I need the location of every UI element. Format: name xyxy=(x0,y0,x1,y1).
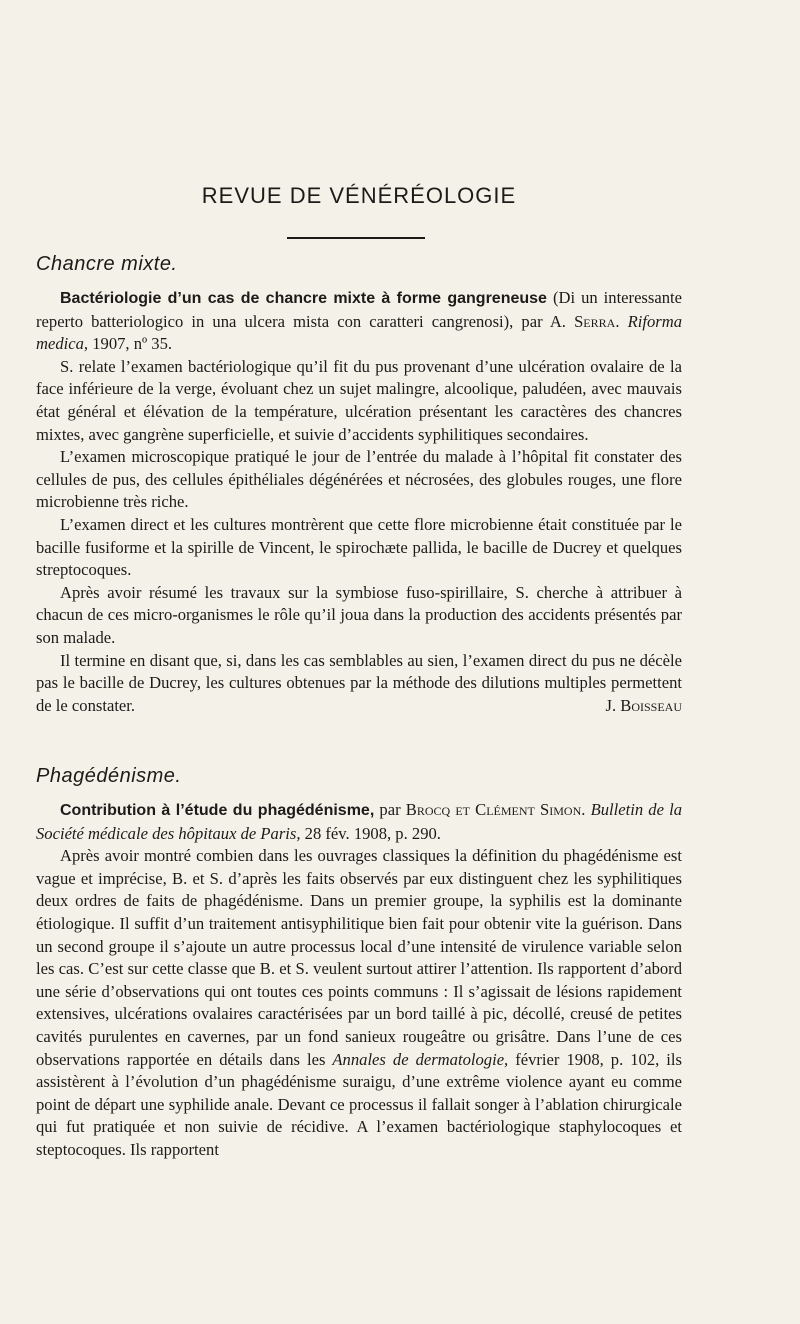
paragraph: S. relate l’examen bactériologique qu’il fit du pus provenant d’une ulcération ovalaire de la face inférieure de la verge, évoluant chez un sujet malingre, alcoolique, paludéen, avec mauvais état général et élévation de la température, ulcération présentant les caractères des chancres mixtes, avec gangrène superficielle, et suivie d’accidents syphilitiques secondaires. xyxy=(36,356,682,444)
paragraph: Après avoir montré combien dans les ouvrages classiques la définition du phagédénisme est vague et imprécise, B. et S. d’après les faits observés par eux distinguent chez les syphilitiques deux ordres de faits de phagédénisme. Dans un premier groupe, la syphilis est la dominante étiologique. Il suffit d’un traitement antisyphilitique bien fait pour obtenir vite la guérison. Dans un second groupe il s’ajoute un autre processus local d’une intensité de virulence variable selon les cas. C’est sur cette classe que B. et S. veulent surtout attirer l’attention. Ils rapportent d’abord une série d’observations qui ont toutes ces points communs : Il s’agissait de lésions rapidement extensives, ulcérations ovalaires caractérisées par un bord taillé à pic, décollé, creusé de petites cavités purulentes en cavernes, par un fond sanieux rougeâtre ou grisâtre. Dans l’une de ces observations rapportée en détails dans les Annales de dermatologie, février 1908, p. 102, ils assistèrent à l’évolution d’un phagédénisme suraigu, d’une extrême violence ayant eu comme point de départ une syphilide anale. Devant ce processus il fallait songer à l’ablation chirurgicale qui fut pratiquée et non suivie de récidive. A l’examen bactériologique staphylocoques et steptocoques. Ils rapportent xyxy=(36,846,682,1159)
citation-journal: Riforma medica, xyxy=(36,311,682,354)
paragraph: L’examen microscopique pratiqué le jour de l’entrée du malade à l’hôpital fit constater des cellules de pus, des cellules épithéliales dégénérées et nécrosées, des globules rouges, une flore microbienne très riche. xyxy=(36,447,682,512)
paragraph: Après avoir résumé les travaux sur la symbiose fuso-spirillaire, S. cherche à attribuer à chacun de ces micro-organismes le rôle qu’il joua dans la production des accidents présentés par son malade. xyxy=(36,582,682,647)
section-heading-phagedenisme: Phagédénisme. xyxy=(36,765,182,787)
signature: J. Boisseau xyxy=(605,695,682,715)
article-title: Contribution à l’étude du phagédénisme, xyxy=(60,802,375,819)
section-heading-chancre-mixte: Chancre mixte. xyxy=(36,253,178,275)
title-rule xyxy=(287,237,425,239)
citation-author: Brocq et Clément Simon xyxy=(405,800,582,819)
article-citation: Bactériologie d’un cas de chancre mixte à forme gangreneuse (Di un interessante reperto batteriologico in una ulcera mista con caratteri cangrenosi), par A. Serra. Riforma medica, 1907, nº 35. xyxy=(36,288,682,354)
page-title: REVUE DE VÉNÉRÉOLOGIE xyxy=(201,183,517,208)
paragraph: Il termine en disant que, si, dans les cas semblables au sien, l’examen direct du pus ne décèle pas le bacille de Ducrey, les cultures obtenues par la méthode des dilutions multiples permettent de le constater. J. Boisseau xyxy=(36,650,682,718)
citation-journal: Bulletin de la Société médicale des hôpitaux de Paris, xyxy=(36,800,683,843)
article-title: Bactériologie d’un cas de chancre mixte à forme gangreneuse xyxy=(60,290,547,307)
paragraph: L’examen direct et les cultures montrèrent que cette flore microbienne était constituée par le bacille fusiforme et la spirille de Vincent, le spirochæte pallida, le bacille de Ducrey et quelques streptocoques. xyxy=(36,514,682,580)
citation-author: Serra xyxy=(574,311,616,331)
section-chancre-mixte xyxy=(36,287,682,717)
journal-reference: Annales de dermatologie, xyxy=(332,1049,509,1069)
article-citation: Contribution à l’étude du phagédénisme, par Brocq et Clément Simon. Bulletin de la Société médicale des hôpitaux de Paris, 28 fév. 1908, p. 290. xyxy=(36,800,683,843)
section-phagedenisme xyxy=(36,799,682,1162)
